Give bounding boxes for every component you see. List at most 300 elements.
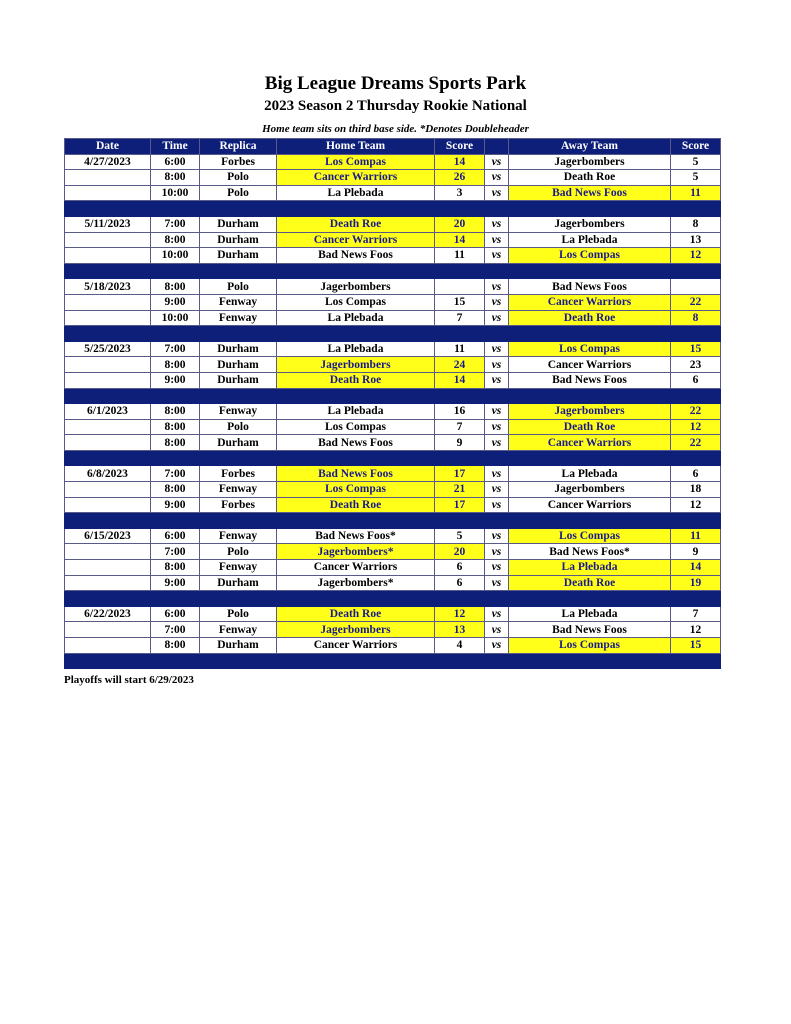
home-score: 7 (435, 419, 485, 435)
separator-cell (485, 450, 509, 466)
separator-cell (671, 388, 721, 404)
vs-label: vs (485, 154, 509, 170)
home-team: Jagerbombers (277, 357, 435, 373)
game-field: Polo (200, 279, 277, 295)
away-score: 6 (671, 466, 721, 482)
game-time: 8:00 (151, 232, 200, 248)
game-time: 10:00 (151, 185, 200, 201)
separator-cell (485, 201, 509, 217)
separator-cell (151, 263, 200, 279)
game-time: 6:00 (151, 154, 200, 170)
away-team: La Plebada (509, 606, 671, 622)
away-team: Cancer Warriors (509, 294, 671, 310)
home-team: Bad News Foos (277, 248, 435, 264)
home-team: La Plebada (277, 185, 435, 201)
game-date (65, 482, 151, 498)
header-note: Home team sits on third base side. *Denotes Doubleheader (262, 123, 529, 135)
separator-cell (277, 326, 435, 342)
separator-cell (435, 513, 485, 529)
game-date (65, 497, 151, 513)
away-team: Cancer Warriors (509, 357, 671, 373)
separator-cell (509, 513, 671, 529)
game-date: 5/18/2023 (65, 279, 151, 295)
header-row (65, 139, 721, 155)
game-date (65, 638, 151, 654)
separator-cell (509, 450, 671, 466)
home-team: Los Compas (277, 419, 435, 435)
game-row (65, 154, 721, 170)
home-team: Bad News Foos* (277, 528, 435, 544)
game-field: Polo (200, 606, 277, 622)
away-team: Bad News Foos (509, 622, 671, 638)
game-date: 5/25/2023 (65, 341, 151, 357)
game-date (65, 294, 151, 310)
game-field: Durham (200, 638, 277, 654)
game-row (65, 279, 721, 295)
separator-cell (509, 326, 671, 342)
game-row (65, 248, 721, 264)
away-team: Jagerbombers (509, 216, 671, 232)
away-team: Death Roe (509, 419, 671, 435)
away-score: 22 (671, 404, 721, 420)
home-team: Jagerbombers (277, 622, 435, 638)
home-team: Cancer Warriors (277, 170, 435, 186)
week-separator (65, 201, 721, 217)
game-row (65, 232, 721, 248)
separator-cell (65, 591, 151, 607)
away-score: 8 (671, 216, 721, 232)
game-time: 8:00 (151, 482, 200, 498)
away-team: La Plebada (509, 560, 671, 576)
home-team: Jagerbombers (277, 279, 435, 295)
home-team: Bad News Foos (277, 435, 435, 451)
vs-label: vs (485, 575, 509, 591)
separator-cell (151, 388, 200, 404)
game-time: 9:00 (151, 294, 200, 310)
away-score: 23 (671, 357, 721, 373)
game-date (65, 575, 151, 591)
home-score: 7 (435, 310, 485, 326)
game-row (65, 357, 721, 373)
separator-cell (151, 513, 200, 529)
game-field: Polo (200, 419, 277, 435)
game-field: Forbes (200, 497, 277, 513)
game-field: Fenway (200, 482, 277, 498)
away-team: Los Compas (509, 638, 671, 654)
game-field: Fenway (200, 404, 277, 420)
away-team: Jagerbombers (509, 154, 671, 170)
home-score: 26 (435, 170, 485, 186)
separator-cell (200, 388, 277, 404)
game-row (65, 419, 721, 435)
game-row (65, 497, 721, 513)
home-team: Cancer Warriors (277, 560, 435, 576)
vs-label: vs (485, 622, 509, 638)
game-date: 6/15/2023 (65, 528, 151, 544)
game-row (65, 185, 721, 201)
away-team: Cancer Warriors (509, 435, 671, 451)
game-field: Polo (200, 170, 277, 186)
game-field: Forbes (200, 466, 277, 482)
separator-cell (435, 653, 485, 669)
home-team: Death Roe (277, 497, 435, 513)
home-score: 20 (435, 544, 485, 560)
separator-cell (435, 388, 485, 404)
away-score: 12 (671, 497, 721, 513)
away-score: 11 (671, 528, 721, 544)
separator-cell (671, 263, 721, 279)
separator-cell (151, 653, 200, 669)
home-team: Los Compas (277, 482, 435, 498)
vs-label: vs (485, 419, 509, 435)
week-separator (65, 513, 721, 529)
away-score: 12 (671, 248, 721, 264)
vs-label: vs (485, 638, 509, 654)
game-field: Durham (200, 372, 277, 388)
week-separator (65, 326, 721, 342)
week-separator (65, 450, 721, 466)
week-separator (65, 591, 721, 607)
game-date (65, 357, 151, 373)
separator-cell (435, 326, 485, 342)
separator-cell (277, 591, 435, 607)
game-date (65, 419, 151, 435)
vs-label: vs (485, 606, 509, 622)
vs-label: vs (485, 466, 509, 482)
game-field: Durham (200, 435, 277, 451)
separator-cell (485, 263, 509, 279)
footer-note: Playoffs will start 6/29/2023 (64, 674, 194, 686)
away-score (671, 279, 721, 295)
game-field: Fenway (200, 528, 277, 544)
away-team: Jagerbombers (509, 404, 671, 420)
game-field: Fenway (200, 310, 277, 326)
game-date: 4/27/2023 (65, 154, 151, 170)
game-row (65, 606, 721, 622)
game-row (65, 482, 721, 498)
separator-cell (277, 201, 435, 217)
game-row (65, 528, 721, 544)
away-team: Bad News Foos (509, 185, 671, 201)
game-row (65, 341, 721, 357)
game-date (65, 435, 151, 451)
game-time: 8:00 (151, 638, 200, 654)
week-separator (65, 263, 721, 279)
vs-label: vs (485, 544, 509, 560)
separator-cell (200, 591, 277, 607)
home-score: 13 (435, 622, 485, 638)
vs-label: vs (485, 435, 509, 451)
game-row (65, 404, 721, 420)
home-score: 5 (435, 528, 485, 544)
game-field: Fenway (200, 622, 277, 638)
game-row (65, 466, 721, 482)
separator-cell (671, 591, 721, 607)
home-score: 17 (435, 497, 485, 513)
game-time: 8:00 (151, 419, 200, 435)
game-time: 6:00 (151, 606, 200, 622)
away-score: 14 (671, 560, 721, 576)
separator-cell (435, 263, 485, 279)
game-row (65, 294, 721, 310)
separator-cell (509, 201, 671, 217)
separator-cell (151, 201, 200, 217)
vs-label: vs (485, 341, 509, 357)
col-header-home-score: Score (435, 139, 485, 155)
game-date (65, 248, 151, 264)
game-field: Durham (200, 232, 277, 248)
home-score: 17 (435, 466, 485, 482)
game-time: 7:00 (151, 216, 200, 232)
game-field: Durham (200, 341, 277, 357)
separator-cell (277, 653, 435, 669)
away-score: 15 (671, 341, 721, 357)
home-team: Death Roe (277, 372, 435, 388)
week-separator (65, 653, 721, 669)
separator-cell (671, 326, 721, 342)
separator-cell (277, 263, 435, 279)
game-time: 8:00 (151, 435, 200, 451)
game-time: 8:00 (151, 357, 200, 373)
game-date (65, 372, 151, 388)
separator-cell (200, 201, 277, 217)
separator-cell (485, 653, 509, 669)
game-row (65, 310, 721, 326)
game-row (65, 216, 721, 232)
page-subtitle: 2023 Season 2 Thursday Rookie National (264, 98, 527, 114)
separator-cell (277, 450, 435, 466)
game-row (65, 372, 721, 388)
col-header-home-team: Home Team (277, 139, 435, 155)
separator-cell (277, 388, 435, 404)
separator-cell (509, 263, 671, 279)
home-team: Jagerbombers* (277, 544, 435, 560)
separator-cell (200, 326, 277, 342)
separator-cell (65, 653, 151, 669)
away-score: 13 (671, 232, 721, 248)
separator-cell (485, 388, 509, 404)
separator-cell (65, 263, 151, 279)
game-date: 6/1/2023 (65, 404, 151, 420)
col-header-away-score: Score (671, 139, 721, 155)
game-date (65, 544, 151, 560)
vs-label: vs (485, 294, 509, 310)
game-time: 9:00 (151, 497, 200, 513)
game-row (65, 560, 721, 576)
vs-label: vs (485, 404, 509, 420)
game-row (65, 638, 721, 654)
game-field: Durham (200, 248, 277, 264)
game-date (65, 185, 151, 201)
vs-label: vs (485, 170, 509, 186)
home-team: La Plebada (277, 310, 435, 326)
separator-cell (671, 450, 721, 466)
separator-cell (200, 513, 277, 529)
away-score: 19 (671, 575, 721, 591)
away-score: 5 (671, 154, 721, 170)
away-team: Los Compas (509, 528, 671, 544)
away-score: 15 (671, 638, 721, 654)
game-time: 8:00 (151, 170, 200, 186)
separator-cell (509, 653, 671, 669)
game-row (65, 544, 721, 560)
home-score: 3 (435, 185, 485, 201)
game-field: Polo (200, 185, 277, 201)
home-team: Cancer Warriors (277, 638, 435, 654)
away-team: Bad News Foos (509, 279, 671, 295)
home-team: Death Roe (277, 216, 435, 232)
separator-cell (200, 653, 277, 669)
vs-label: vs (485, 528, 509, 544)
vs-label: vs (485, 310, 509, 326)
game-field: Durham (200, 575, 277, 591)
game-field: Durham (200, 216, 277, 232)
game-date (65, 560, 151, 576)
away-team: Death Roe (509, 575, 671, 591)
home-team: Jagerbombers* (277, 575, 435, 591)
away-team: Death Roe (509, 310, 671, 326)
home-score: 6 (435, 560, 485, 576)
separator-cell (671, 201, 721, 217)
home-score: 6 (435, 575, 485, 591)
home-team: Bad News Foos (277, 466, 435, 482)
game-row (65, 575, 721, 591)
vs-label: vs (485, 248, 509, 264)
vs-label: vs (485, 560, 509, 576)
away-score: 18 (671, 482, 721, 498)
separator-cell (435, 450, 485, 466)
home-team: Cancer Warriors (277, 232, 435, 248)
away-team: Cancer Warriors (509, 497, 671, 513)
away-score: 6 (671, 372, 721, 388)
game-time: 7:00 (151, 466, 200, 482)
col-header-vs (485, 139, 509, 155)
away-score: 12 (671, 419, 721, 435)
away-score: 11 (671, 185, 721, 201)
separator-cell (435, 201, 485, 217)
home-team: Death Roe (277, 606, 435, 622)
away-team: La Plebada (509, 232, 671, 248)
separator-cell (65, 388, 151, 404)
home-score: 9 (435, 435, 485, 451)
away-score: 7 (671, 606, 721, 622)
home-score: 11 (435, 341, 485, 357)
separator-cell (435, 591, 485, 607)
game-date (65, 310, 151, 326)
home-score: 14 (435, 372, 485, 388)
separator-cell (65, 326, 151, 342)
game-time: 9:00 (151, 372, 200, 388)
game-field: Fenway (200, 294, 277, 310)
separator-cell (671, 653, 721, 669)
game-field: Fenway (200, 560, 277, 576)
home-score: 14 (435, 154, 485, 170)
away-score: 22 (671, 435, 721, 451)
separator-cell (509, 591, 671, 607)
separator-cell (671, 513, 721, 529)
home-score (435, 279, 485, 295)
home-score: 15 (435, 294, 485, 310)
separator-cell (485, 591, 509, 607)
game-date (65, 622, 151, 638)
game-time: 8:00 (151, 404, 200, 420)
game-time: 6:00 (151, 528, 200, 544)
home-score: 20 (435, 216, 485, 232)
home-score: 11 (435, 248, 485, 264)
schedule-table (64, 138, 721, 669)
separator-cell (65, 513, 151, 529)
game-time: 7:00 (151, 544, 200, 560)
col-header-time: Time (151, 139, 200, 155)
away-team: Bad News Foos (509, 372, 671, 388)
game-date: 6/22/2023 (65, 606, 151, 622)
separator-cell (151, 450, 200, 466)
separator-cell (485, 513, 509, 529)
vs-label: vs (485, 279, 509, 295)
separator-cell (200, 450, 277, 466)
vs-label: vs (485, 232, 509, 248)
game-time: 10:00 (151, 310, 200, 326)
game-time: 8:00 (151, 279, 200, 295)
away-team: Jagerbombers (509, 482, 671, 498)
game-date (65, 232, 151, 248)
home-score: 24 (435, 357, 485, 373)
game-date: 6/8/2023 (65, 466, 151, 482)
game-field: Durham (200, 357, 277, 373)
away-team: Los Compas (509, 341, 671, 357)
home-team: Los Compas (277, 154, 435, 170)
away-score: 22 (671, 294, 721, 310)
vs-label: vs (485, 185, 509, 201)
game-date (65, 170, 151, 186)
vs-label: vs (485, 357, 509, 373)
away-team: La Plebada (509, 466, 671, 482)
col-header-away-team: Away Team (509, 139, 671, 155)
game-row (65, 435, 721, 451)
col-header-date: Date (65, 139, 151, 155)
separator-cell (151, 591, 200, 607)
separator-cell (65, 201, 151, 217)
home-team: La Plebada (277, 404, 435, 420)
separator-cell (277, 513, 435, 529)
separator-cell (151, 326, 200, 342)
away-team: Death Roe (509, 170, 671, 186)
away-score: 5 (671, 170, 721, 186)
home-score: 21 (435, 482, 485, 498)
game-time: 8:00 (151, 560, 200, 576)
week-separator (65, 388, 721, 404)
home-score: 14 (435, 232, 485, 248)
separator-cell (65, 450, 151, 466)
game-row (65, 622, 721, 638)
away-team: Los Compas (509, 248, 671, 264)
game-row (65, 170, 721, 186)
game-time: 7:00 (151, 341, 200, 357)
game-field: Polo (200, 544, 277, 560)
game-field: Forbes (200, 154, 277, 170)
home-team: Los Compas (277, 294, 435, 310)
vs-label: vs (485, 497, 509, 513)
vs-label: vs (485, 372, 509, 388)
away-score: 9 (671, 544, 721, 560)
vs-label: vs (485, 482, 509, 498)
home-score: 12 (435, 606, 485, 622)
separator-cell (485, 326, 509, 342)
vs-label: vs (485, 216, 509, 232)
away-score: 8 (671, 310, 721, 326)
separator-cell (509, 388, 671, 404)
game-date: 5/11/2023 (65, 216, 151, 232)
